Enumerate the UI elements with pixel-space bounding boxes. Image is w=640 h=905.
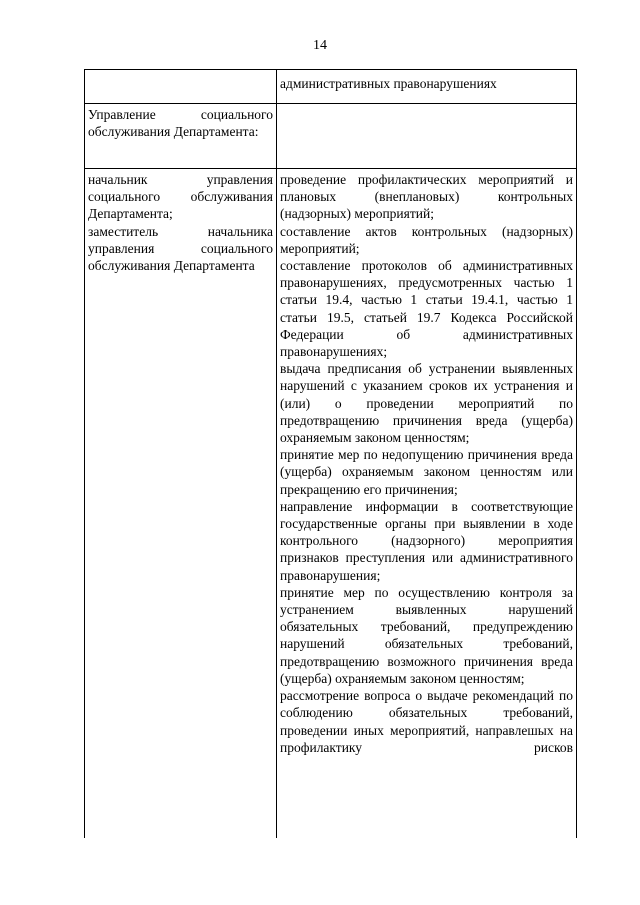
table-row-continuation [85, 70, 577, 104]
cell-official [85, 70, 277, 104]
duty-item: рассмотрение вопроса о выдаче рекомендаций по соблюдению обязательных требований, проведении иных мероприятий, направлешых на профилактику рисков [280, 688, 573, 755]
official-position: заместитель начальника управления социального обслуживания Департамента [88, 223, 273, 274]
cell-duties: административных правонарушениях [277, 70, 577, 104]
table-row-section-heading [85, 104, 577, 169]
section-title: Управление социального обслуживания Департамента: [88, 107, 273, 140]
duty-item: направление информации в соответствующие государственные органы при выявлении в ходе контрольного (надзорного) мероприятия признаков преступления или административного правонарушения; [280, 498, 573, 583]
cell-duty-list [277, 169, 577, 839]
cell-officials [85, 169, 277, 839]
duty-item: выдача предписания об устранении выявленных нарушений с указанием сроков их устранения и (или) о проведении мероприятий по предотвращению причинения вреда (ущерба) охраняемым законом ценностям; [280, 361, 573, 446]
duty-item: принятие мер по осуществлению контроля за устранением выявленных нарушений обязательных требований, предупреждению нарушений обязательных требований, предотвращению возможного причинения вреда (ущерба) охраняемым законом ценностям; [280, 584, 573, 686]
duty-item: принятие мер по недопущению причинения вреда (ущерба) охраняемым законом ценностям или прекращению его причинения; [280, 447, 573, 497]
duty-item: составление актов контрольных (надзорных) мероприятий; [280, 223, 573, 256]
responsibility-table [84, 69, 577, 838]
duty-item: проведение профилактических мероприятий и плановых (внеплановых) контрольных (надзорных) мероприятий; [280, 172, 573, 222]
page-number: 14 [313, 38, 327, 53]
table-row-officials [85, 169, 577, 839]
cell-section-empty [277, 104, 577, 169]
cell-section-title [85, 104, 277, 169]
duty-item: составление протоколов об административных правонарушениях, предусмотренных частью 1 статьи 19.4, частью 1 статьи 19.4.1, частью 1 статьи 19.5, статьей 19.7 Кодекса Российской Федерации об административных правонарушениях; [280, 258, 573, 360]
official-position: начальник управления социального обслуживания Департамента; [88, 172, 273, 222]
